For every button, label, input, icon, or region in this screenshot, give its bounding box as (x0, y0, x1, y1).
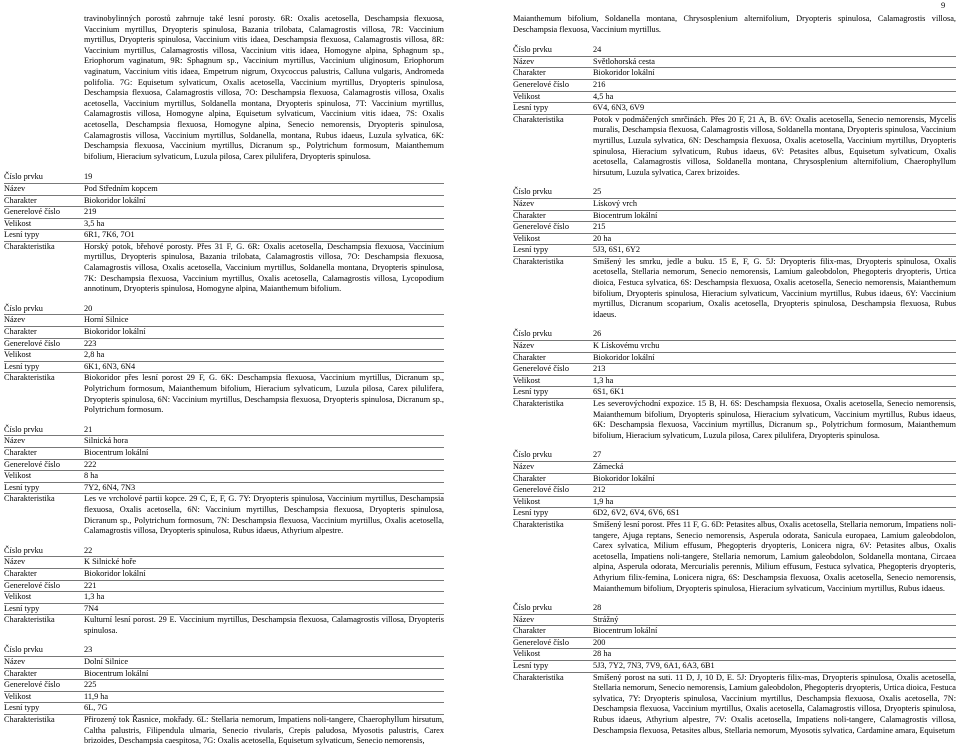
field-label: Lesní typy (513, 103, 549, 113)
record-row-velikost (513, 376, 956, 388)
field-value: 6D2, 6V2, 6V4, 6V6, 6S1 (593, 508, 680, 518)
field-value: 20 (84, 303, 93, 313)
field-label: Lesní typy (513, 387, 549, 397)
record-row-generel (4, 460, 444, 472)
record-row-charakteristika (4, 715, 444, 747)
record-row-velikost (4, 471, 444, 483)
field-value: 1,3 ha (84, 592, 105, 602)
field-label: Charakteristika (513, 256, 564, 266)
field-value: 19 (84, 172, 93, 182)
record-row-velikost (4, 692, 444, 704)
record-row-generel (4, 207, 444, 219)
field-label: Charakter (513, 210, 546, 220)
field-label: Charakter (4, 668, 37, 678)
field-label: Charakter (4, 447, 37, 457)
field-value: Lískový vrch (593, 198, 638, 208)
field-value: 213 (593, 364, 606, 374)
record-row-generel (4, 680, 444, 692)
field-value: Kulturní lesní porost. 29 E. Vaccinium myrtillus, Deschampsia flexuosa, Calamagrostis villosa, Dryopteris spinulosa. (84, 615, 444, 635)
record-row-charakter (513, 353, 956, 365)
field-value: 225 (84, 680, 97, 690)
field-value: 20 ha (593, 233, 612, 243)
element-record (4, 546, 444, 637)
field-label: Velikost (513, 91, 541, 101)
record-row-cislo (4, 645, 444, 657)
field-label: Charakteristika (4, 715, 55, 725)
field-label: Číslo prvku (4, 645, 43, 655)
record-row-charakter (4, 669, 444, 681)
right-records (513, 45, 956, 736)
record-row-typy (513, 508, 956, 520)
element-record (4, 304, 444, 416)
record-row-charakter (4, 569, 444, 581)
record-row-nazev (513, 462, 956, 474)
right-column (513, 14, 956, 736)
field-label: Generelové číslo (513, 485, 569, 495)
record-row-cislo (513, 603, 956, 615)
field-value: 27 (593, 450, 602, 460)
record-row-cislo (513, 329, 956, 341)
record-row-nazev (4, 557, 444, 569)
field-value: Biokoridor lokální (84, 195, 146, 205)
record-row-typy (513, 245, 956, 257)
field-value: 24 (593, 45, 602, 55)
field-label: Generelové číslo (4, 459, 60, 469)
record-row-generel (513, 364, 956, 376)
field-label: Lesní typy (4, 703, 40, 713)
field-label: Velikost (4, 592, 32, 602)
field-label: Číslo prvku (513, 603, 552, 613)
element-record (4, 172, 444, 295)
field-label: Číslo prvku (4, 172, 43, 182)
field-value: Biocentrum lokální (84, 447, 149, 457)
record-row-velikost (513, 497, 956, 509)
field-value: Smíšený lesní porost. Přes 11 F, G. 6D: Petasites albus, Oxalis acetosella, Stellaria nemorum, Impatiens noli-tangere, Ajuga reptans, Senecio nemorensis, Asperula odorata, Sanicula europaea, Lamium galeobdolon, Carex sylvatica, Milium effusum, Phegopteris dryopteris, Lonicera nigra, 6V: Petasites albus, Oxalis acetosella, Impatiens noli-tangere, Stellaria nemorum, Lamium galeobdolon, Soldanella montana, Circaea alpina, Asperula odorata, Mercurialis perennis, Milium effusum, Festuca sylvatica, Phegopteris dryopteris, Athyrium filix-femina, Lonicera nigra, 6S: Deschampsia flexuosa, Oxalis acetosella, Senecio nemorensis, Maianthemum bifolium, Dryopteris spinulosa, Hieracium sylvaticum, Vaccinium myrtillus, Rubus idaeus. (593, 519, 956, 593)
field-value: 7N4 (84, 603, 99, 613)
field-value: 5J3, 7Y2, 7N3, 7V9, 6A1, 6A3, 6B1 (593, 661, 715, 671)
field-value: 1,3 ha (593, 375, 614, 385)
field-value: Horský potok, břehové porosty. Přes 31 F, G. 6R: Oxalis acetosella, Deschampsia flexuosa, Vaccinium myrtillus, Dryopteris spinulosa, Bazania trilobata, Calamagrostis villosa, 7O: Deschampsia flexuosa, Calamagrostis villosa, Oxalis acetosella, Vaccinium myrtillus, Soldanella montana, Dryopteris spinulosa, 7K: Deschampsia flexuosa, Vaccinium myrtillus, Oxalis acetosella, Calamagrostis villosa, Lycopodium annotinum, Dryopteris spinulosa, Homogyne alpina, Maianthemum bifolium. (84, 241, 444, 294)
record-row-charakter (513, 68, 956, 80)
record-row-nazev (4, 657, 444, 669)
field-label: Název (4, 183, 26, 193)
record-row-generel (4, 581, 444, 593)
field-label: Lesní typy (4, 361, 40, 371)
record-row-generel (513, 222, 956, 234)
field-value: Horní Silnice (84, 315, 129, 325)
field-value: K Silnické hoře (84, 557, 137, 567)
record-row-nazev (513, 57, 956, 69)
field-value: Smíšený les smrku, jedle a buku. 15 E, F, G. 5J: Dryopteris filix-mas, Dryopteris spinulosa, Oxalis acetosella, Stellaria nemorum, Senecio nemorensis, Lamium galeobdolon, Phegopteris dryopteris, Urtica dioica, Festuca sylvatica, 6S: Deschampsia flexuosa, Oxalis acetosella, Senecio nemorensis, Maianthemum bifolium, Dryopteris spinulosa, Hieracium sylvaticum, Vaccinium myrtillus, Rubus idaeus, 6Y: Vaccinium myrtillus, Dicranum scoparium, Oxalis acetosella, Dryopteris spinulosa, Deschampsia flexuosa, Rubus idaeus. (593, 256, 956, 319)
field-label: Charakteristika (4, 373, 55, 383)
record-row-charakteristika (4, 242, 444, 295)
field-value: 7Y2, 6N4, 7N3 (84, 482, 136, 492)
record-row-cislo (513, 450, 956, 462)
field-value: Pod Středním kopcem (84, 183, 158, 193)
record-row-nazev (4, 436, 444, 448)
field-value: 3,5 ha (84, 218, 105, 228)
field-value: 25 (593, 187, 602, 197)
record-row-typy (4, 703, 444, 715)
field-label: Charakteristika (513, 114, 564, 124)
record-row-charakter (4, 196, 444, 208)
record-row-charakteristika (513, 399, 956, 441)
record-row-charakter (4, 448, 444, 460)
field-value: 200 (593, 637, 606, 647)
record-row-typy (4, 483, 444, 495)
field-value: 4,5 ha (593, 91, 614, 101)
record-row-typy (513, 387, 956, 399)
field-value: Biokoridor lokální (593, 68, 655, 78)
field-label: Název (513, 341, 535, 351)
field-label: Lesní typy (513, 508, 549, 518)
field-label: Generelové číslo (513, 364, 569, 374)
record-row-charakter (513, 211, 956, 223)
field-label: Generelové číslo (513, 222, 569, 232)
field-value: 6S1, 6K1 (593, 387, 625, 397)
field-value: 215 (593, 222, 606, 232)
field-value: 6V4, 6N3, 6V9 (593, 103, 645, 113)
field-label: Velikost (513, 496, 541, 506)
field-value: 22 (84, 545, 93, 555)
element-record (513, 187, 956, 320)
field-label: Charakteristika (4, 615, 55, 625)
field-value: 221 (84, 580, 97, 590)
field-value: Silnická hora (84, 436, 129, 446)
element-record (4, 645, 444, 746)
field-label: Název (4, 436, 26, 446)
field-label: Číslo prvku (4, 545, 43, 555)
continued-text: travinobylinných porostů zahrnuje také lesní porosty. 6R: Oxalis acetosella, Deschampsia flexuosa, Vaccinium myrtillus, Dryopteris spinulosa, Bazania trilobata, Calamagrostis villosa, 7R: Vaccinium myrtillus, Dryopteris spinulosa, Vaccinium vitis idaea, Deschampsia flexuosa, Calamagrostis villosa, 8R: Vaccinium myrtillus, Calamagrostis villosa, Vaccinium vitis idaea, Homogyne alpina, Sphagnum sp., Eriophorum vaginatum, 9R: Sphagnum sp., Vaccinium myrtillus, Vaccinium uliginosum, Eriophorum vaginatum, Vaccinium vitis idaea, Empetrum nigrum, Oxycoccus palustris, Calluna vulgaris, Andromeda polifolia. 7G: Equisetum sylvaticum, Oxalis acetosella, Vaccinium myrtillus, Dryopteris spinulosa, Deschampsia flexuosa, Calamagrostis villosa, 7O: Deschampsia flexuosa, Calamagrostis villosa, Oxalis acetosella, Vaccinium myrtillus, Soldanella montana, Dryopteris spinulosa, 7T: Vaccinium myrtillus, Calamagrostis villosa, Homogyne alpina, Equisetum sylvaticum, Vaccinium vitis idaea, 7S: Oxalis acetosella, Deschampsia flexuosa, Homogyne alpina, Senecio nemorensis, Dryopteris spinulosa, Calamagrostis villosa, Vaccinium myrtillus, Soldanella, montana, Rubus idaeus, Luzula sylvatica, 6K: Deschampsia flexuosa, Vaccinium myrtillus, Dicranum sp., Polytrichum formosum, Maianthemum bifolium, Hieracium sylvaticum, Luzula pilosa, Carex pilulifera, Dryopteris spinulosa. (84, 14, 444, 161)
field-label: Lesní typy (513, 245, 549, 255)
field-label: Charakter (4, 195, 37, 205)
field-label: Název (4, 657, 26, 667)
record-row-charakteristika (513, 520, 956, 594)
field-value: 2,8 ha (84, 350, 105, 360)
field-label: Název (4, 315, 26, 325)
field-value: 223 (84, 338, 97, 348)
record-row-generel (513, 80, 956, 92)
field-label: Charakteristika (513, 672, 564, 682)
left-column (4, 14, 444, 747)
field-label: Název (513, 461, 535, 471)
element-record (513, 45, 956, 178)
field-value: Světlohorská cesta (593, 56, 655, 66)
record-row-nazev (513, 199, 956, 211)
field-value: 28 ha (593, 649, 612, 659)
field-label: Velikost (513, 233, 541, 243)
record-row-cislo (513, 45, 956, 57)
field-value: Biocentrum lokální (593, 210, 658, 220)
record-row-cislo (4, 425, 444, 437)
record-row-charakteristika (4, 615, 444, 636)
field-value: Biocentrum lokální (84, 668, 149, 678)
field-value: Biocentrum lokální (593, 626, 658, 636)
field-label: Charakter (513, 68, 546, 78)
continued-text: Maianthemum bifolium, Soldanella montana, Chrysosplenium alternifolium, Dryopteris spinulosa, Calamagrostis villosa, Deschampsia flexuosa, Vaccinium myrtillus. (513, 14, 956, 34)
record-row-charakter (513, 626, 956, 638)
field-label: Generelové číslo (513, 637, 569, 647)
record-row-charakteristika (513, 257, 956, 321)
page-number: 9 (941, 0, 946, 10)
field-value: 11,9 ha (84, 691, 109, 701)
field-label: Název (513, 56, 535, 66)
field-value: 222 (84, 459, 97, 469)
field-label: Číslo prvku (513, 45, 552, 55)
element-record (513, 329, 956, 441)
field-value: 21 (84, 424, 93, 434)
record-row-generel (513, 638, 956, 650)
record-row-nazev (4, 184, 444, 196)
field-value: 8 ha (84, 471, 99, 481)
field-label: Charakteristika (4, 494, 55, 504)
left-records (4, 172, 444, 747)
field-label: Charakter (513, 473, 546, 483)
field-label: Charakter (513, 352, 546, 362)
field-label: Číslo prvku (513, 450, 552, 460)
record-row-typy (513, 661, 956, 673)
field-value: 5J3, 6S1, 6Y2 (593, 245, 641, 255)
field-value: K Lískovému vrchu (593, 341, 660, 351)
field-value: 6L, 7G (84, 703, 108, 713)
field-value: 212 (593, 485, 606, 495)
field-value: 219 (84, 207, 97, 217)
field-label: Velikost (4, 218, 32, 228)
record-row-charakter (4, 327, 444, 339)
field-label: Název (4, 557, 26, 567)
field-value: 6R1, 7K6, 7O1 (84, 230, 135, 240)
field-value: Potok v podmáčených smrčinách. Přes 20 F, 21 A, B. 6V: Oxalis acetosella, Senecio nemorensis, Mycelis muralis, Deschampsia flexuosa, Calamagrostis villosa, Soldanella montana, Dryopteris spinulosa, Vaccinium myrtillus, Luzula sylvatica, 6N: Deschampsia flexuosa, Oxalis acetosella, Vaccinium myrtillus, Dryopteris spinulosa, Hieracium sylvaticum, Rubus idaeus, 6V: Petasites albus, Equisetum sylvaticum, Oxalis acetosella, Calamagrostis villosa, Soldanella montana, Chrysosplenium alternifolium, Chaerophyllum hirsutum, Luzula sylvatica, Carex brizoides. (593, 114, 956, 177)
record-row-cislo (4, 172, 444, 184)
record-row-charakter (513, 474, 956, 486)
field-value: Biokoridor lokální (84, 568, 146, 578)
record-row-velikost (4, 592, 444, 604)
record-row-charakteristika (4, 494, 444, 536)
field-value: Les severovýchodní expozice. 15 B, H. 6S: Deschampsia flexuosa, Oxalis acetosella, Senecio nemorensis, Maianthemum bifolium, Dryopteris spinulosa, Hieracium sylvaticum, Vaccinium myrtillus, Rubus idaeus, 6K: Deschampsia flexuosa, Vaccinium myrtillus, Dicranum sp., Polytrichum formosum, Maianthemum bifolium, Hieracium sylvaticum, Luzula pilosa, Carex pilulifera, Dryopteris spinulosa. (593, 399, 956, 440)
record-row-velikost (4, 350, 444, 362)
record-row-velikost (513, 649, 956, 661)
field-label: Velikost (513, 375, 541, 385)
record-row-cislo (4, 546, 444, 558)
field-label: Velikost (4, 350, 32, 360)
record-row-nazev (4, 315, 444, 327)
field-label: Charakteristika (4, 241, 55, 251)
field-value: Biokoridor lokální (593, 473, 655, 483)
field-value: Dolní Silnice (84, 657, 129, 667)
field-value: Strážný (593, 614, 619, 624)
field-value: 6K1, 6N3, 6N4 (84, 361, 136, 371)
field-label: Lesní typy (513, 661, 549, 671)
field-label: Generelové číslo (4, 338, 60, 348)
field-value: 28 (593, 603, 602, 613)
field-label: Charakter (513, 626, 546, 636)
field-value: Les ve vrcholové partii kopce. 29 C, E, F, G. 7Y: Dryopteris spinulosa, Vaccinium myrtillus, Deschampsia flexuosa, Oxalis acetosella, 6N: Vaccinium myrtillus, Deschampsia flexuosa, Dryopteris spinulosa, Dicranum sp., Polytrichum formosum, 7N: Deschampsia flexuosa, Vaccinium myrtillus, Oxalis acetosella, Calamagrostis villosa, Dryopteris spinulosa, Rubus idaeus, Athyrium alpestre. (84, 494, 444, 536)
field-label: Generelové číslo (4, 680, 60, 690)
record-row-generel (4, 339, 444, 351)
record-row-typy (513, 103, 956, 115)
field-label: Velikost (513, 649, 541, 659)
record-row-nazev (513, 341, 956, 353)
element-record (4, 425, 444, 537)
record-row-charakteristika (513, 115, 956, 179)
record-row-cislo (4, 304, 444, 316)
field-label: Charakteristika (513, 519, 564, 529)
field-label: Název (513, 614, 535, 624)
record-row-velikost (513, 92, 956, 104)
record-row-charakteristika (4, 373, 444, 415)
field-value: Smíšený porost na suti. 11 D, J, 10 D, E. 5J: Dryopteris filix-mas, Dryopteris spinulosa, Oxalis acetosella, Stellaria nemorum, Senecio nemorensis, Lamium galeobdolon, Phegopteris dryopteris, Urtica dioica, Festuca sylvatica, 7Y: Dryopteris spinulosa, Vaccinium myrtillus, Deschampsia flexuosa, Oxalis acetosella, 7N: Deschampsia flexuosa, Vaccinium myrtillus, Oxalis acetosella, Calamagrostis villosa, Dryopteris spinulosa, Rubus idaeus, Athyrium alpestre, 7V: Oxalis acetosella, Impatiens noli-tangere, Calamagrostis villosa, Deschampsia flexuosa, Petasites albus, Stellaria nemorum, Myosotis sylvatica, Cardamine amara, Equisetum (593, 672, 956, 735)
field-label: Číslo prvku (4, 303, 43, 313)
record-row-charakteristika (513, 673, 956, 737)
record-row-velikost (4, 219, 444, 231)
record-row-typy (4, 230, 444, 242)
field-label: Velikost (4, 471, 32, 481)
field-value: Přirozený tok Řasnice, mokřady. 6L: Stellaria nemorum, Impatiens noli-tangere, Chaerophyllum hirsutum, Caltha palustris, Filipendula ulmaria, Senecio rivularis, Crepis paludosa, Myosotis palustris, Carex brizoides, Deschampsia caespitosa, 7G: Oxalis acetosella, Equisetum sylvaticum, Senecio nemorensis, (84, 715, 444, 746)
field-label: Číslo prvku (513, 329, 552, 339)
field-label: Charakter (4, 327, 37, 337)
field-label: Generelové číslo (513, 79, 569, 89)
field-value: 26 (593, 329, 602, 339)
record-row-generel (513, 485, 956, 497)
field-label: Číslo prvku (4, 424, 43, 434)
record-row-typy (4, 604, 444, 616)
field-value: Zámecká (593, 461, 624, 471)
field-label: Generelové číslo (4, 580, 60, 590)
record-row-velikost (513, 234, 956, 246)
field-value: Biokoridor lokální (593, 352, 655, 362)
record-row-nazev (513, 615, 956, 627)
field-label: Velikost (4, 691, 32, 701)
field-value: 23 (84, 645, 93, 655)
field-label: Charakteristika (513, 399, 564, 408)
field-value: 216 (593, 79, 606, 89)
field-label: Lesní typy (4, 482, 40, 492)
record-row-typy (4, 362, 444, 374)
field-label: Číslo prvku (513, 187, 552, 197)
field-value: Biokoridor lokální (84, 327, 146, 337)
field-label: Charakter (4, 568, 37, 578)
field-value: Biokoridor přes lesní porost 29 F, G. 6K: Deschampsia flexuosa, Vaccinium myrtillus, Dicranum sp., Polytrichum formosum, Maianthemum bifolium, Hieracium sylvaticum, Luzula pilosa, Carex pilulifera, Dryopteris spinulosa, 6N: Vaccinium myrtillus, Deschampsia flexuosa, Dryopteris spinulosa, Dicranum sp., Polytrichum formosum. (84, 373, 444, 415)
field-label: Lesní typy (4, 230, 40, 240)
element-record (513, 450, 956, 594)
field-label: Název (513, 198, 535, 208)
record-row-cislo (513, 187, 956, 199)
element-record (513, 603, 956, 736)
field-value: 1,9 ha (593, 496, 614, 506)
field-label: Lesní typy (4, 603, 40, 613)
field-label: Generelové číslo (4, 207, 60, 217)
